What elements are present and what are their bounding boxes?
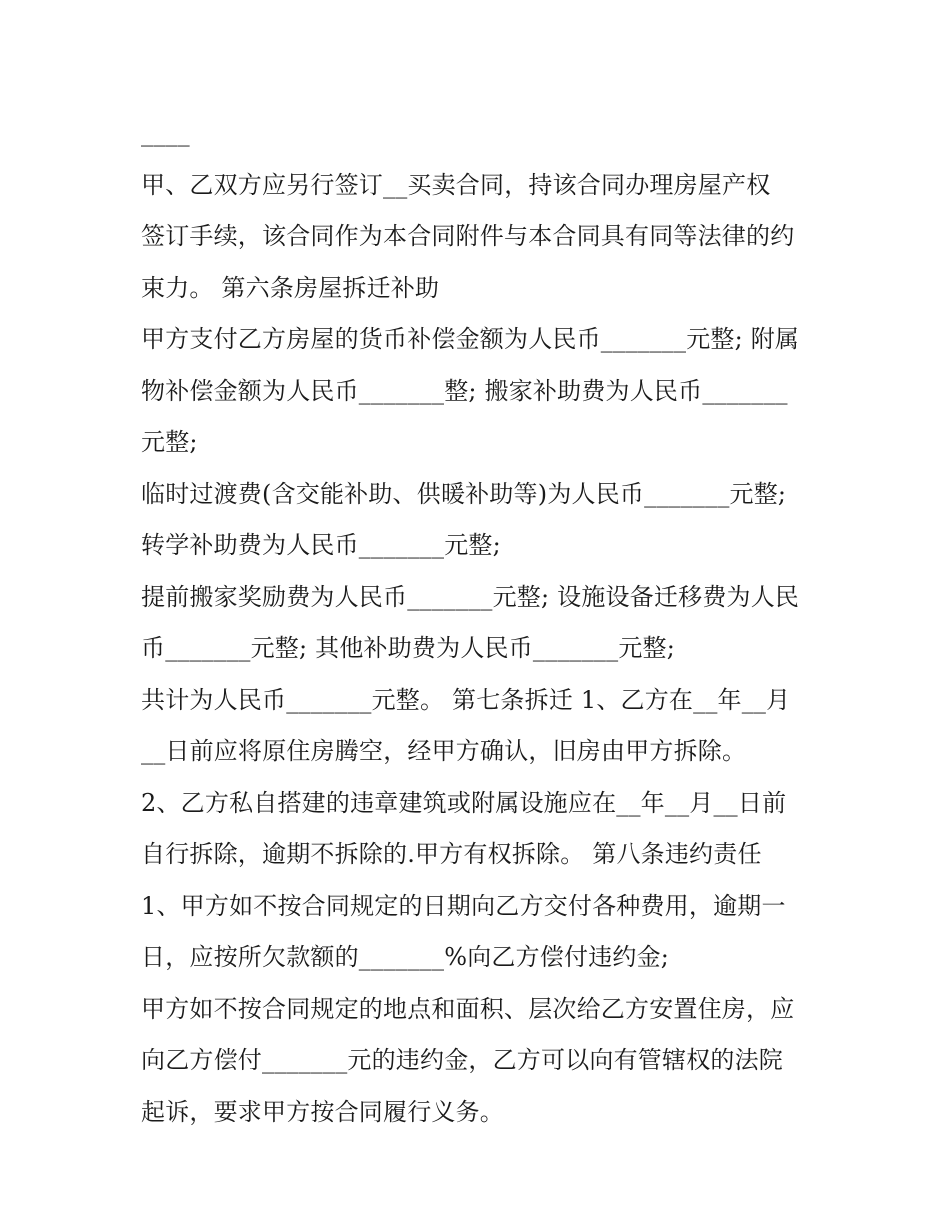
text-line: 提前搬家奖励费为人民币_______元整; 设施设备迁移费为人民 bbox=[141, 582, 800, 611]
text-line: 2、乙方私自搭建的违章建筑或附属设施应在__年__月__日前 bbox=[141, 788, 787, 817]
text-line: 自行拆除，逾期不拆除的.甲方有权拆除。 第八条违约责任 bbox=[141, 840, 762, 868]
text-line: 币_______元整; 其他补助费为人民币_______元整; bbox=[141, 634, 675, 662]
text-line: 向乙方偿付_______元的违约金，乙方可以向有管辖权的法院 bbox=[141, 1046, 783, 1074]
contract-text bbox=[141, 108, 841, 1138]
text-line: 起诉，要求甲方按合同履行义务。 bbox=[141, 1097, 504, 1126]
text-line: 束力。 第六条房屋拆迁补助 bbox=[141, 273, 440, 302]
text-line: 甲、乙双方应另行签订__买卖合同，持该合同办理房屋产权 bbox=[141, 170, 771, 199]
text-line: 共计为人民币_______元整。 第七条拆迁 1、乙方在__年__月 bbox=[141, 685, 791, 714]
text-line: 转学补助费为人民币_______元整; bbox=[141, 531, 501, 559]
text-line: 元整; bbox=[141, 428, 198, 456]
text-line: ____ bbox=[141, 119, 190, 147]
text-line: 甲方如不按合同规定的地点和面积、层次给乙方安置住房，应 bbox=[141, 994, 795, 1023]
text-line: 物补偿金额为人民币_______整; 搬家补助费为人民币_______ bbox=[141, 376, 788, 405]
text-line: 签订手续，该合同作为本合同附件与本合同具有同等法律的约 bbox=[141, 222, 795, 250]
text-line: 1、甲方如不按合同规定的日期向乙方交付各种费用，逾期一 bbox=[141, 891, 786, 920]
text-line: 日，应按所欠款额的_______%向乙方偿付违约金; bbox=[141, 943, 670, 971]
text-line: 甲方支付乙方房屋的货币补偿金额为人民币_______元整; 附属 bbox=[141, 325, 800, 353]
text-line: 临时过渡费(含交能补助、供暖补助等)为人民币_______元整; bbox=[141, 479, 787, 508]
text-line: __日前应将原住房腾空，经甲方确认，旧房由甲方拆除。 bbox=[141, 737, 747, 765]
